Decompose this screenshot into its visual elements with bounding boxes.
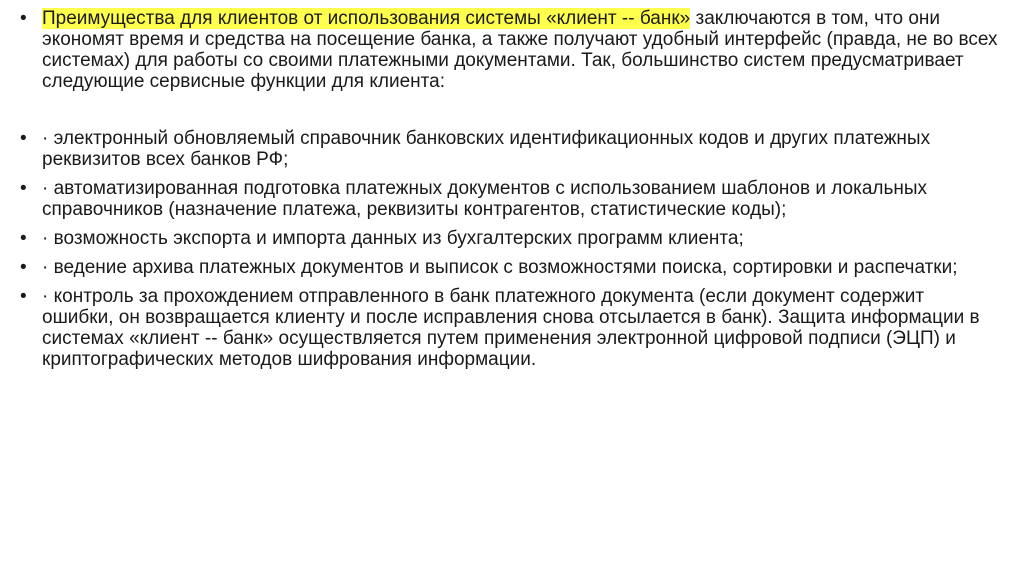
bullet-list — [20, 8, 1000, 378]
list-item-text: · контроль за прохождением отправленного в банк платежного документа (если документ содержит ошибки, он возвращается клиенту и после исправления снова отсылается в банк). Защита информации в системах «клиент -- банк» осуществляется путем применения электронной цифровой подписи (ЭЦП) и криптографических методов шифрования информации. — [42, 286, 980, 370]
list-item — [20, 128, 1000, 170]
list-item — [20, 286, 1000, 370]
highlighted-heading: Преимущества для клиентов от использования системы «клиент -- банк» — [42, 8, 691, 29]
intro-paragraph — [20, 8, 1000, 92]
list-item-text: · электронный обновляемый справочник банковских идентификационных кодов и других платежных реквизитов всех банков РФ; — [42, 128, 931, 170]
bullet-dot-icon: • — [20, 228, 27, 249]
list-item — [20, 228, 1000, 249]
bullet-dot-icon: • — [20, 286, 27, 307]
list-item-text: · ведение архива платежных документов и выписок с возможностями поиска, сортировки и распечатки; — [42, 257, 958, 278]
bullet-dot-icon: • — [20, 128, 27, 149]
list-item-text: · возможность экспорта и импорта данных из бухгалтерских программ клиента; — [42, 228, 744, 249]
bullet-dot-icon: • — [20, 8, 27, 29]
bullet-dot-icon: • — [20, 257, 27, 278]
list-item-text: · автоматизированная подготовка платежных документов с использованием шаблонов и локальных справочников (назначение платежа, реквизиты контрагентов, статистические коды); — [42, 178, 928, 220]
list-item — [20, 257, 1000, 278]
bullet-dot-icon: • — [20, 178, 27, 199]
list-item — [20, 178, 1000, 220]
intro-text: заключаются в том, что они экономят время и средства на посещение банка, а также получают удобный интерфейс (правда, не во всех системах) для работы со своими платежными документами. Так, большинство систем предусматривает следующие сервисные функции для клиента: — [42, 8, 998, 92]
